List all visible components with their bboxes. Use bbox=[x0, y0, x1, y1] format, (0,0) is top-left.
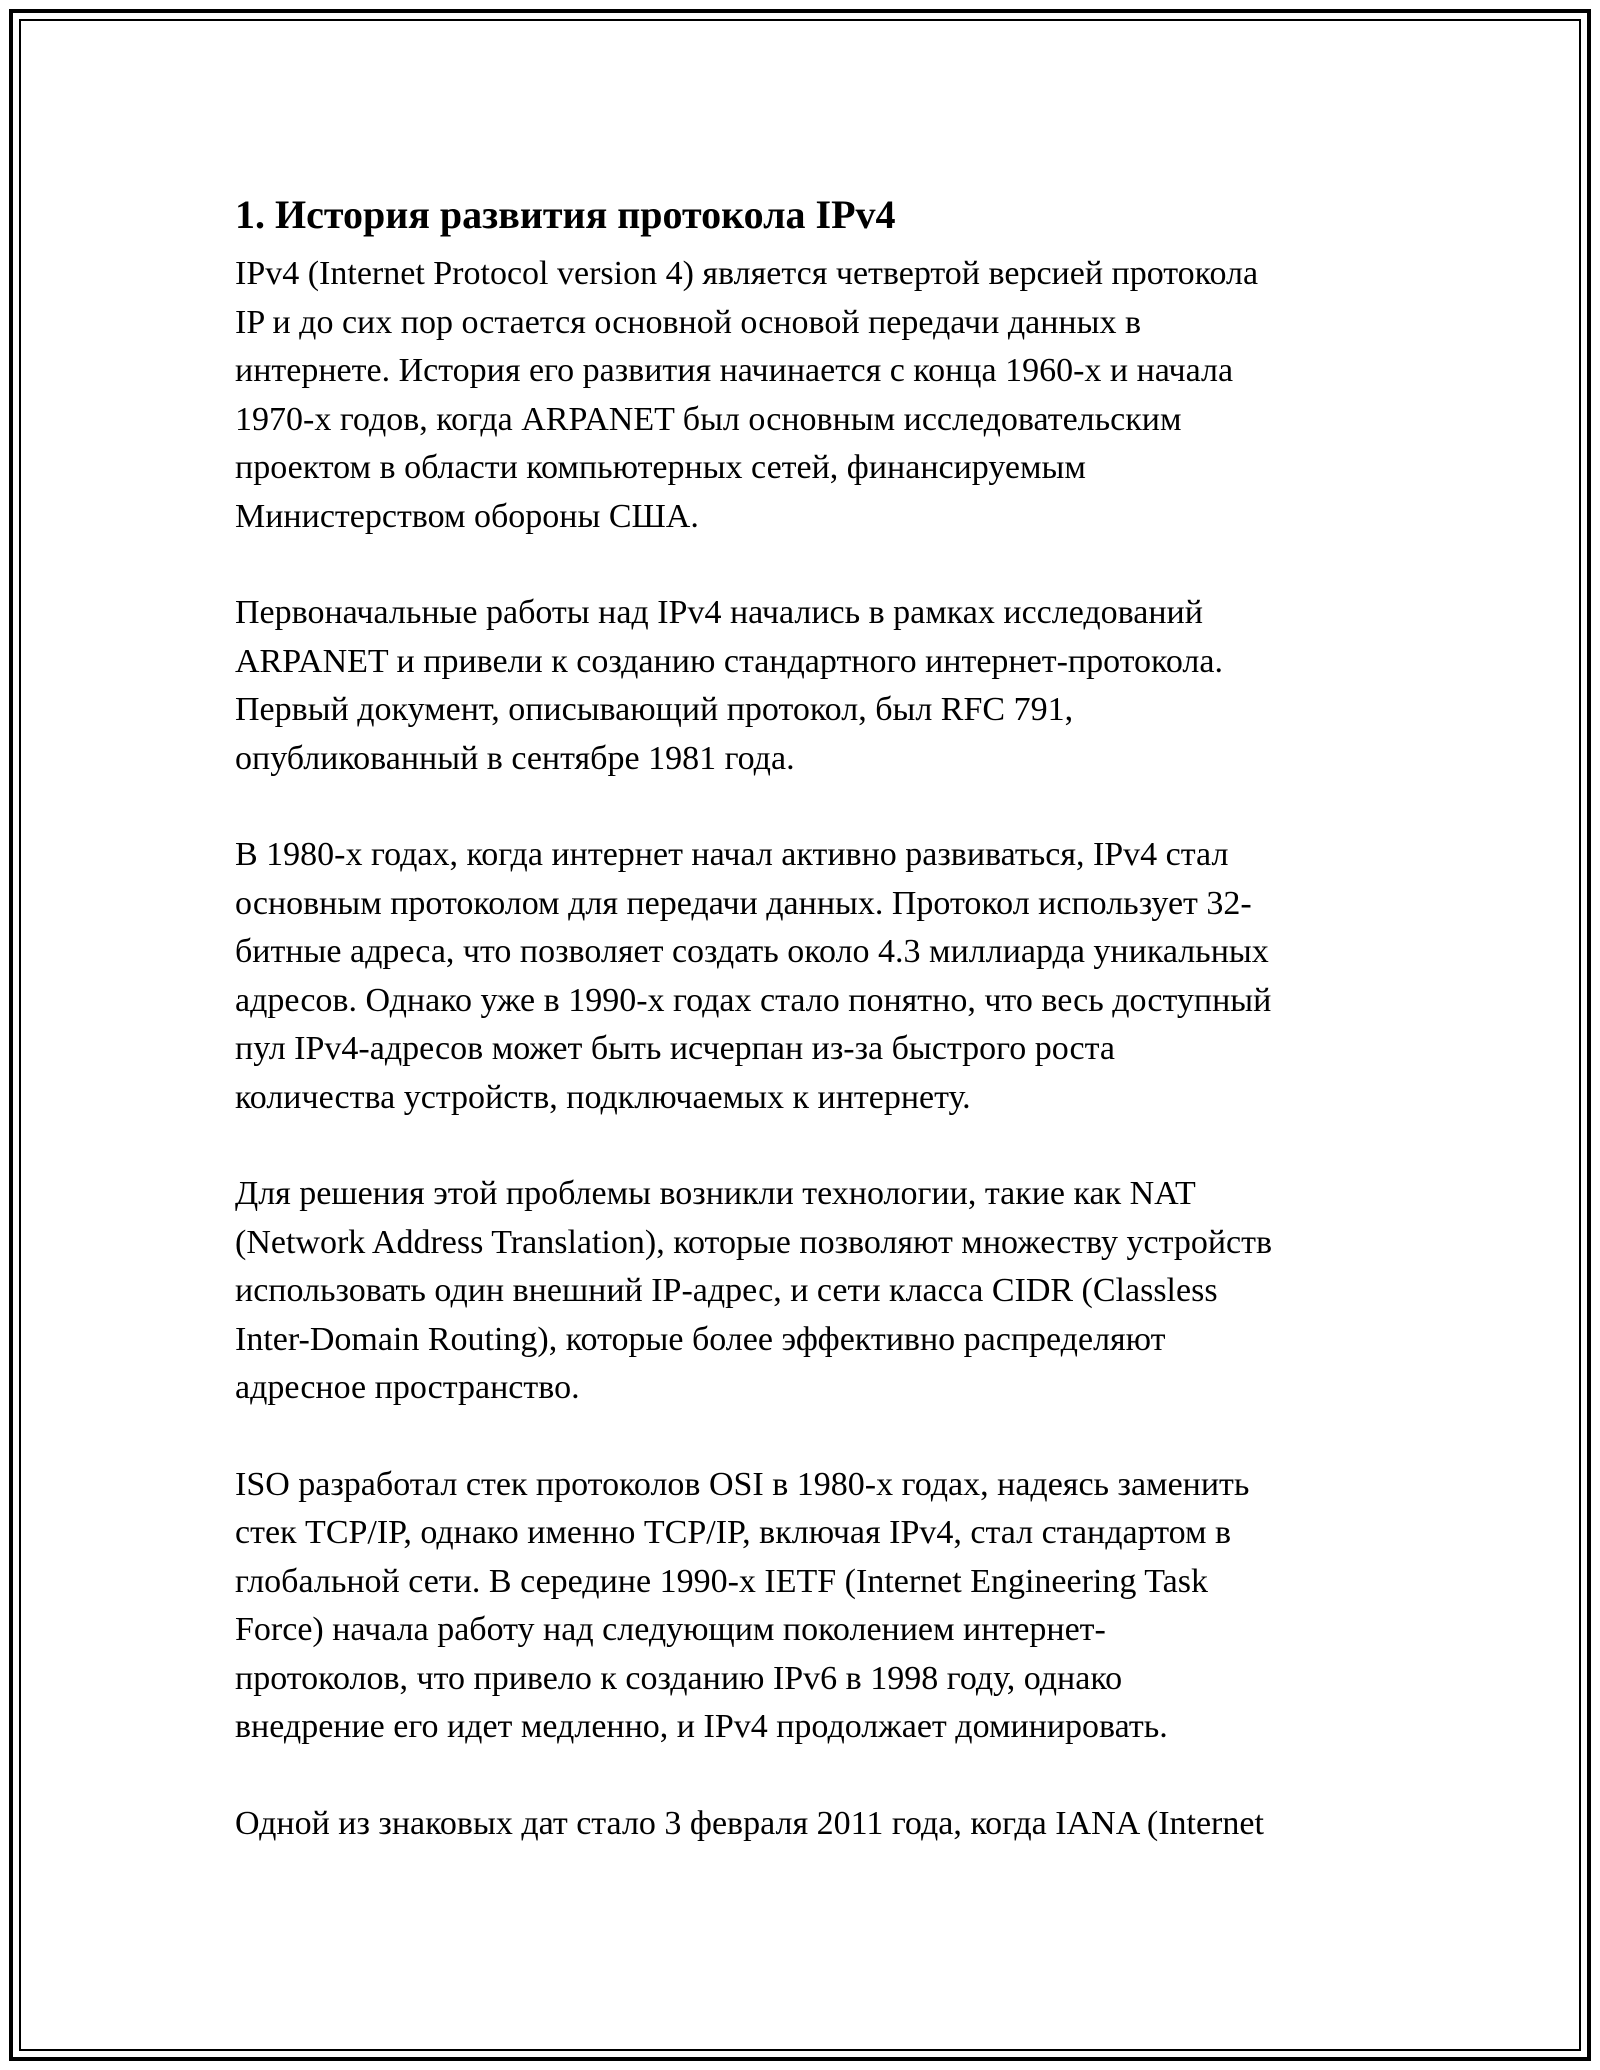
text-line: 1970-х годов, когда ARPANET был основным исследовательским bbox=[235, 400, 1182, 438]
text-line: опубликованный в сентябре 1981 года. bbox=[235, 739, 795, 777]
paragraph-intro bbox=[235, 250, 1385, 541]
text-line: использовать один внешний IP-адрес, и сети класса CIDR (Classless bbox=[235, 1272, 1218, 1309]
text-line: протоколов, что привело к созданию IPv6 в 1998 году, однако bbox=[235, 1659, 1123, 1697]
text-line: основным протоколом для передачи данных. Протокол использует 32- bbox=[235, 884, 1252, 922]
paragraph-arpanet bbox=[235, 589, 1385, 783]
text-line: IPv4 (Internet Protocol version 4) является четвертой версией протокола bbox=[235, 255, 1259, 292]
text-line: битные адреса, что позволяет создать около 4.3 миллиарда уникальных bbox=[235, 933, 1269, 970]
document-body bbox=[235, 184, 1385, 1896]
text-line: адресное пространство. bbox=[235, 1369, 580, 1406]
text-line: стек TCP/IP, однако именно TCP/IP, включая IPv4, стал стандартом в bbox=[235, 1514, 1232, 1551]
section-heading: 1. История развития протокола IPv4 bbox=[235, 192, 896, 237]
text-line: Министерством обороны США. bbox=[235, 497, 699, 535]
text-line: (Network Address Translation), которые позволяют множеству устройств bbox=[235, 1223, 1273, 1261]
text-line: Для решения этой проблемы возникли технологии, такие как NAT bbox=[235, 1175, 1196, 1212]
text-line: глобальной сети. В середине 1990-х IETF (Internet Engineering Task bbox=[235, 1562, 1208, 1600]
paragraph-iana bbox=[235, 1800, 1385, 1849]
text-line: пул IPv4-адресов может быть исчерпан из-за быстрого роста bbox=[235, 1030, 1116, 1067]
paragraph-nat-cidr bbox=[235, 1170, 1385, 1413]
text-line: интернете. История его развития начинается с конца 1960-х и начала bbox=[235, 352, 1234, 389]
text-line: ARPANET и привели к созданию стандартного интернет-протокола. bbox=[235, 642, 1223, 680]
text-line: внедрение его идет медленно, и IPv4 продолжает доминировать. bbox=[235, 1708, 1168, 1745]
paragraph-1980s bbox=[235, 831, 1385, 1122]
text-line: Первоначальные работы над IPv4 начались в рамках исследований bbox=[235, 594, 1203, 631]
text-line: адресов. Однако уже в 1990-х годах стало понятно, что весь доступный bbox=[235, 981, 1272, 1019]
text-line: Одной из знаковых дат стало 3 февраля 2011 года, когда IANA (Internet bbox=[235, 1804, 1264, 1842]
text-line: IP и до сих пор остается основной основой передачи данных в bbox=[235, 303, 1141, 341]
text-line: проектом в области компьютерных сетей, финансируемым bbox=[235, 449, 1086, 486]
text-line: Inter-Domain Routing), которые более эффективно распределяют bbox=[235, 1320, 1166, 1358]
text-line: В 1980-х годах, когда интернет начал активно развиваться, IPv4 стал bbox=[235, 836, 1229, 873]
text-line: Force) начала работу над следующим поколением интернет- bbox=[235, 1611, 1106, 1648]
text-line: количества устройств, подключаемых к интернету. bbox=[235, 1078, 971, 1116]
paragraph-osi-ipv6 bbox=[235, 1461, 1385, 1752]
text-line: ISO разработал стек протоколов OSI в 1980-х годах, надеясь заменить bbox=[235, 1465, 1250, 1503]
text-line: Первый документ, описывающий протокол, был RFC 791, bbox=[235, 691, 1074, 728]
